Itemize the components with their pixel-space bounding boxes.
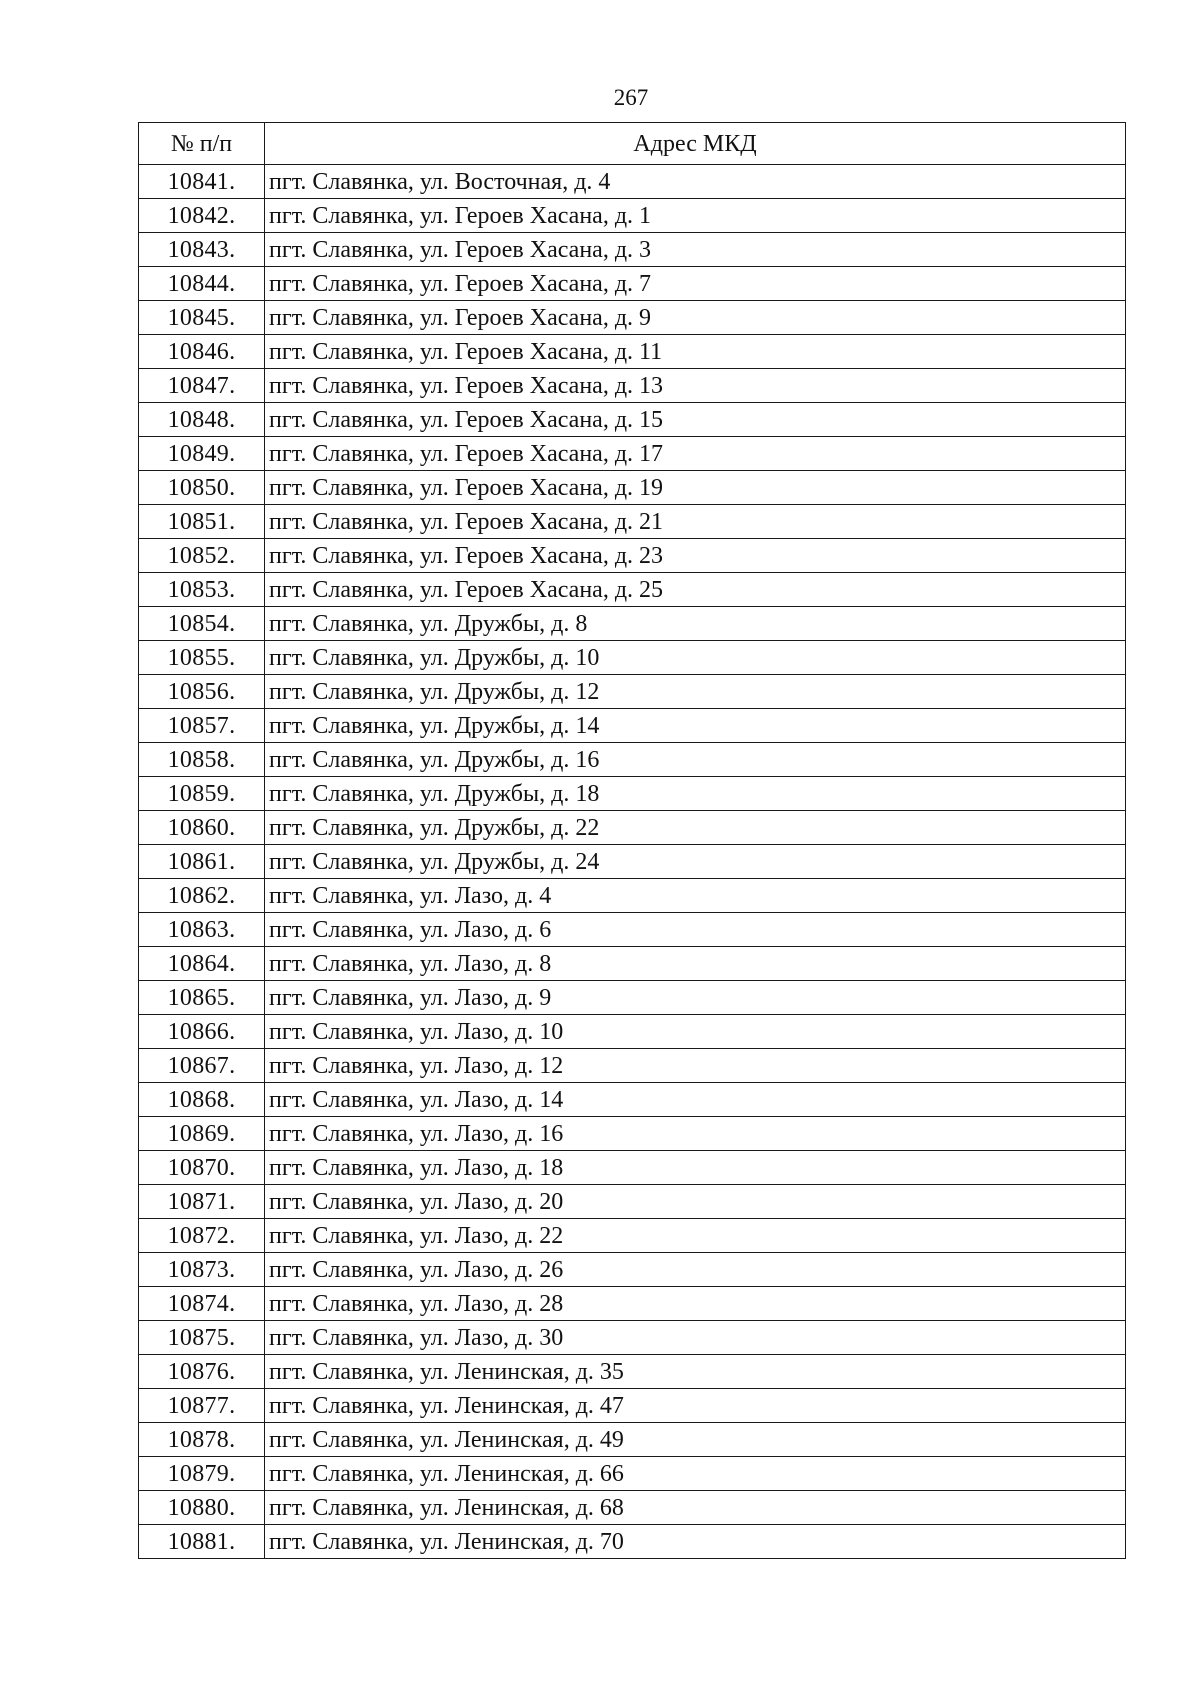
row-number: 10859. [139,777,265,811]
row-number: 10858. [139,743,265,777]
table-row [139,1219,1126,1253]
table-row [139,811,1126,845]
row-number: 10847. [139,369,265,403]
row-address: пгт. Славянка, ул. Героев Хасана, д. 7 [265,267,1126,301]
row-number: 10850. [139,471,265,505]
row-number: 10843. [139,233,265,267]
table-row [139,1015,1126,1049]
table-row [139,301,1126,335]
table-row [139,1491,1126,1525]
row-number: 10873. [139,1253,265,1287]
table-row [139,641,1126,675]
row-address: пгт. Славянка, ул. Героев Хасана, д. 25 [265,573,1126,607]
table-row [139,1049,1126,1083]
row-number: 10861. [139,845,265,879]
header-number: № п/п [139,123,265,165]
row-number: 10870. [139,1151,265,1185]
header-row [139,123,1126,165]
row-address: пгт. Славянка, ул. Героев Хасана, д. 23 [265,539,1126,573]
row-number: 10849. [139,437,265,471]
table-row [139,1321,1126,1355]
row-address: пгт. Славянка, ул. Ленинская, д. 68 [265,1491,1126,1525]
table-row [139,947,1126,981]
row-address: пгт. Славянка, ул. Лазо, д. 8 [265,947,1126,981]
row-number: 10862. [139,879,265,913]
row-number: 10848. [139,403,265,437]
table-row [139,777,1126,811]
table-row [139,1185,1126,1219]
table-row [139,1355,1126,1389]
row-number: 10857. [139,709,265,743]
table-row [139,1457,1126,1491]
row-number: 10855. [139,641,265,675]
table-row [139,913,1126,947]
row-address: пгт. Славянка, ул. Дружбы, д. 24 [265,845,1126,879]
row-number: 10867. [139,1049,265,1083]
row-address: пгт. Славянка, ул. Ленинская, д. 47 [265,1389,1126,1423]
row-address: пгт. Славянка, ул. Дружбы, д. 10 [265,641,1126,675]
row-address: пгт. Славянка, ул. Героев Хасана, д. 1 [265,199,1126,233]
table-row [139,573,1126,607]
table-row [139,471,1126,505]
row-address: пгт. Славянка, ул. Лазо, д. 14 [265,1083,1126,1117]
row-number: 10871. [139,1185,265,1219]
row-number: 10845. [139,301,265,335]
row-address: пгт. Славянка, ул. Дружбы, д. 14 [265,709,1126,743]
table-row [139,1083,1126,1117]
table-row [139,845,1126,879]
row-address: пгт. Славянка, ул. Ленинская, д. 70 [265,1525,1126,1559]
row-address: пгт. Славянка, ул. Героев Хасана, д. 17 [265,437,1126,471]
row-address: пгт. Славянка, ул. Лазо, д. 9 [265,981,1126,1015]
row-address: пгт. Славянка, ул. Героев Хасана, д. 11 [265,335,1126,369]
row-number: 10869. [139,1117,265,1151]
table-row [139,1389,1126,1423]
table-row [139,607,1126,641]
row-address: пгт. Славянка, ул. Дружбы, д. 18 [265,777,1126,811]
row-address: пгт. Славянка, ул. Восточная, д. 4 [265,165,1126,199]
row-address: пгт. Славянка, ул. Лазо, д. 22 [265,1219,1126,1253]
row-number: 10844. [139,267,265,301]
table-row [139,369,1126,403]
row-number: 10875. [139,1321,265,1355]
row-address: пгт. Славянка, ул. Героев Хасана, д. 9 [265,301,1126,335]
row-number: 10881. [139,1525,265,1559]
row-address: пгт. Славянка, ул. Лазо, д. 30 [265,1321,1126,1355]
row-number: 10851. [139,505,265,539]
row-number: 10841. [139,165,265,199]
row-number: 10866. [139,1015,265,1049]
row-address: пгт. Славянка, ул. Лазо, д. 20 [265,1185,1126,1219]
table-row [139,1287,1126,1321]
row-address: пгт. Славянка, ул. Ленинская, д. 49 [265,1423,1126,1457]
table-row [139,981,1126,1015]
row-address: пгт. Славянка, ул. Героев Хасана, д. 21 [265,505,1126,539]
row-address: пгт. Славянка, ул. Героев Хасана, д. 3 [265,233,1126,267]
table-row [139,505,1126,539]
table-row [139,199,1126,233]
row-number: 10865. [139,981,265,1015]
row-number: 10846. [139,335,265,369]
table-row [139,1151,1126,1185]
table-body [139,165,1126,1559]
table-row [139,539,1126,573]
row-number: 10842. [139,199,265,233]
row-number: 10874. [139,1287,265,1321]
row-address: пгт. Славянка, ул. Героев Хасана, д. 13 [265,369,1126,403]
row-number: 10876. [139,1355,265,1389]
table-row [139,743,1126,777]
page-number: 267 [613,85,649,110]
table-row [139,335,1126,369]
row-address: пгт. Славянка, ул. Дружбы, д. 8 [265,607,1126,641]
row-number: 10854. [139,607,265,641]
row-address: пгт. Славянка, ул. Ленинская, д. 35 [265,1355,1126,1389]
row-address: пгт. Славянка, ул. Ленинская, д. 66 [265,1457,1126,1491]
table-header [139,123,1126,165]
row-number: 10864. [139,947,265,981]
row-address: пгт. Славянка, ул. Дружбы, д. 22 [265,811,1126,845]
row-address: пгт. Славянка, ул. Лазо, д. 28 [265,1287,1126,1321]
row-number: 10878. [139,1423,265,1457]
row-address: пгт. Славянка, ул. Лазо, д. 16 [265,1117,1126,1151]
table-row [139,1253,1126,1287]
table-row [139,1525,1126,1559]
row-address: пгт. Славянка, ул. Лазо, д. 12 [265,1049,1126,1083]
row-address: пгт. Славянка, ул. Лазо, д. 4 [265,879,1126,913]
row-number: 10856. [139,675,265,709]
table-row [139,437,1126,471]
row-address: пгт. Славянка, ул. Лазо, д. 18 [265,1151,1126,1185]
table-row [139,165,1126,199]
row-number: 10879. [139,1457,265,1491]
table-row [139,267,1126,301]
row-address: пгт. Славянка, ул. Героев Хасана, д. 15 [265,403,1126,437]
table-row [139,879,1126,913]
row-number: 10877. [139,1389,265,1423]
table-row [139,403,1126,437]
header-address: Адрес МКД [265,123,1126,165]
table-row [139,1117,1126,1151]
row-address: пгт. Славянка, ул. Лазо, д. 26 [265,1253,1126,1287]
table-row [139,1423,1126,1457]
row-address: пгт. Славянка, ул. Дружбы, д. 16 [265,743,1126,777]
row-number: 10868. [139,1083,265,1117]
table-row [139,233,1126,267]
row-address: пгт. Славянка, ул. Дружбы, д. 12 [265,675,1126,709]
mkd-address-table [138,122,1126,1559]
row-address: пгт. Славянка, ул. Героев Хасана, д. 19 [265,471,1126,505]
row-address: пгт. Славянка, ул. Лазо, д. 6 [265,913,1126,947]
row-number: 10863. [139,913,265,947]
table-row [139,675,1126,709]
row-number: 10872. [139,1219,265,1253]
table-row [139,709,1126,743]
row-number: 10880. [139,1491,265,1525]
row-number: 10860. [139,811,265,845]
row-number: 10853. [139,573,265,607]
row-number: 10852. [139,539,265,573]
row-address: пгт. Славянка, ул. Лазо, д. 10 [265,1015,1126,1049]
